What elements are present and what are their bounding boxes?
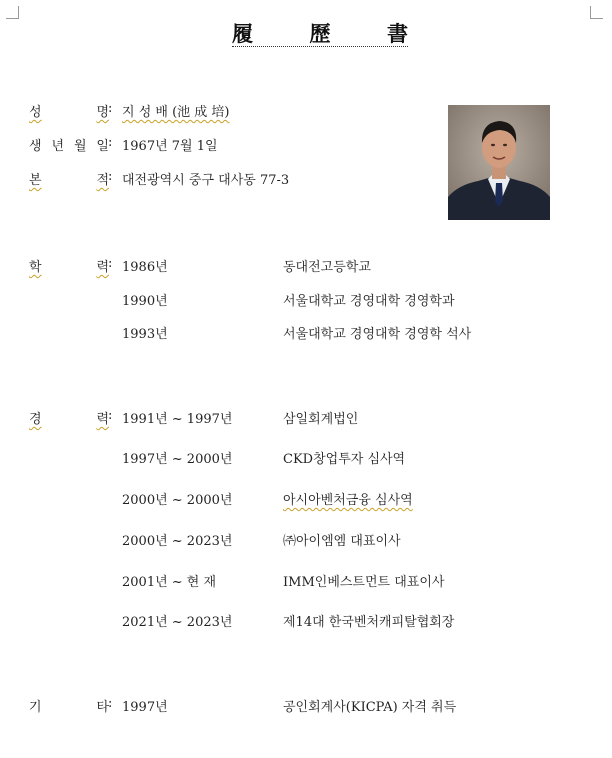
education-row xyxy=(0,323,612,341)
career-row xyxy=(0,408,612,426)
colon: : xyxy=(108,256,113,271)
education-label: 학 력 xyxy=(29,260,109,275)
colon: : xyxy=(108,101,113,116)
crop-mark-top-right xyxy=(590,6,603,19)
career-desc: 아시아벤처금융 심사역 xyxy=(283,493,413,508)
other-label: 기 타 xyxy=(29,700,109,715)
career-desc: ㈜아이엠엠 대표이사 xyxy=(283,534,401,549)
career-desc: CKD창업투자 심사역 xyxy=(283,452,406,467)
career-period: 1991년 ~ 1997년 xyxy=(122,412,233,427)
career-period: 2000년 ~ 2023년 xyxy=(122,534,233,549)
career-row xyxy=(0,611,612,629)
education-year: 1986년 xyxy=(122,260,168,275)
colon: : xyxy=(108,408,113,423)
title-char: 履 xyxy=(232,21,253,46)
birth-label: 생 년 월 일 xyxy=(29,139,109,154)
origin-value: 대전광역시 중구 대사동 77-3 xyxy=(122,173,290,188)
career-row xyxy=(0,571,612,589)
colon: : xyxy=(108,135,113,150)
portrait-image xyxy=(448,105,550,220)
name-value: 지 성 배 (池 成 培) xyxy=(122,105,230,120)
other-row xyxy=(0,696,612,714)
document-title xyxy=(232,20,408,47)
education-row xyxy=(0,256,612,274)
education-year: 1990년 xyxy=(122,294,168,309)
career-row xyxy=(0,530,612,548)
career-row xyxy=(0,448,612,466)
education-desc: 서울대학교 경영대학 경영학 석사 xyxy=(283,327,472,342)
education-desc: 서울대학교 경영대학 경영학과 xyxy=(283,294,455,309)
education-desc: 동대전고등학교 xyxy=(283,260,371,275)
career-desc: 제14대 한국벤처캐피탈협회장 xyxy=(283,615,455,630)
career-period: 2021년 ~ 2023년 xyxy=(122,615,233,630)
colon: : xyxy=(108,169,113,184)
education-row xyxy=(0,290,612,308)
career-period: 1997년 ~ 2000년 xyxy=(122,452,233,467)
other-year: 1997년 xyxy=(122,700,168,715)
birth-value: 1967년 7월 1일 xyxy=(122,139,218,154)
name-label: 성 명 xyxy=(29,105,109,120)
education-year: 1993년 xyxy=(122,327,168,342)
career-label: 경 력 xyxy=(29,412,109,427)
title-char: 書 xyxy=(387,21,408,46)
origin-label: 본 적 xyxy=(29,173,109,188)
other-desc: 공인회계사(KICPA) 자격 취득 xyxy=(283,700,457,715)
profile-photo xyxy=(448,105,550,220)
career-period: 2000년 ~ 2000년 xyxy=(122,493,233,508)
career-row xyxy=(0,489,612,507)
crop-mark-top-left xyxy=(6,6,19,19)
colon: : xyxy=(108,696,113,711)
career-desc: IMM인베스트먼트 대표이사 xyxy=(283,575,445,590)
career-period: 2001년 ~ 현 재 xyxy=(122,575,217,590)
title-char: 歷 xyxy=(309,21,331,46)
career-desc: 삼일회계법인 xyxy=(283,412,359,427)
